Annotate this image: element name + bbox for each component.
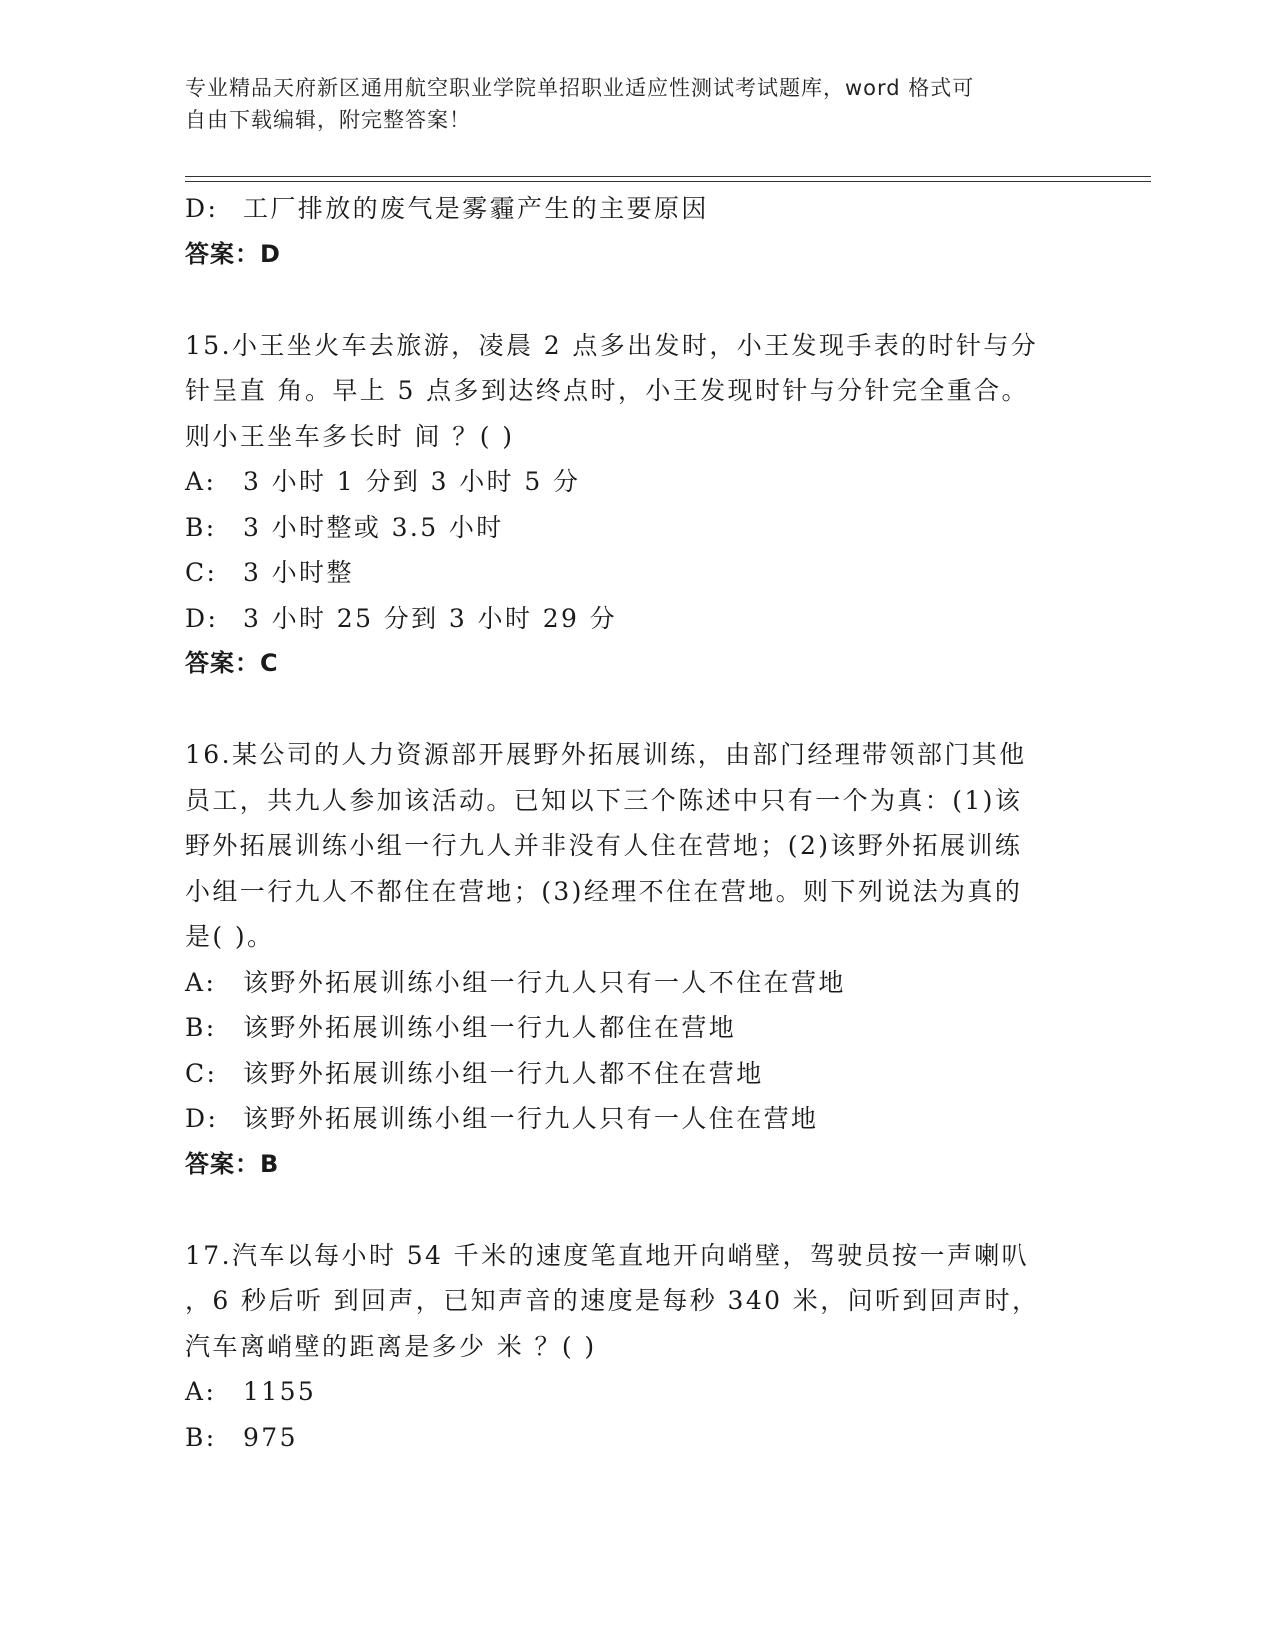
- option-text: 3 小时整: [243, 558, 354, 587]
- header-rule-bottom: [185, 181, 1151, 182]
- option-letter: C:: [185, 558, 218, 587]
- question-stem-line: 是( )。: [185, 922, 275, 951]
- question-stem-line: 野外拓展训练小组一行九人并非没有人住在营地；(2)该野外拓展训练: [185, 831, 1023, 860]
- option-a: [185, 960, 1085, 1006]
- option-b: [185, 505, 1085, 551]
- option-text: 该野外拓展训练小组一行九人只有一人不住在营地: [243, 967, 846, 997]
- question-17: [185, 1233, 1085, 1461]
- option-d: [185, 1096, 1085, 1142]
- option-letter: A:: [185, 467, 217, 496]
- option-text: 3 小时整或 3.5 小时: [243, 512, 504, 542]
- question-16: [185, 732, 1085, 1187]
- option-letter: D:: [185, 1104, 219, 1133]
- option-b: [185, 1005, 1085, 1051]
- question-stem-line: 针呈直 角。早上 5 点多到达终点时，小王发现时针与分针完全重合。: [185, 376, 1029, 405]
- option-a: [185, 1369, 1085, 1415]
- option-letter: D:: [185, 603, 219, 633]
- header-line-1: 专业精品天府新区通用航空职业学院单招职业适应性测试考试题库，word 格式可: [185, 76, 975, 100]
- option-letter: A:: [185, 1377, 217, 1406]
- answer-line: 答案：C: [185, 649, 279, 677]
- question-stem-line: ，6 秒后听 到回声，已知声音的速度是每秒 340 米，问听到回声时，: [185, 1286, 1040, 1315]
- header-line-2: 自由下载编辑，附完整答案！: [185, 108, 471, 132]
- option-text: 工厂排放的废气是雾霾产生的主要原因: [243, 194, 709, 223]
- question-15: [185, 323, 1085, 687]
- option-c: [185, 1051, 1085, 1097]
- option-text: 该野外拓展训练小组一行九人都不住在营地: [243, 1058, 764, 1088]
- question-stem-line: 员工，共九人参加该活动。已知以下三个陈述中只有一个为真：(1)该: [185, 785, 1023, 815]
- question-stem-line: 汽车离峭壁的距离是多少 米 ？( ): [185, 1331, 597, 1361]
- question-stem-line: 小组一行九人不都住在营地；(3)经理不住在营地。则下列说法为真的: [185, 876, 1023, 906]
- option-text: 该野外拓展训练小组一行九人只有一人住在营地: [243, 1104, 819, 1133]
- question-stem-line: 17.汽车以每小时 54 千米的速度笔直地开向峭壁，驾驶员按一声喇叭: [185, 1240, 1030, 1270]
- option-b: [185, 1415, 1085, 1461]
- option-text: 3 小时 25 分到 3 小时 29 分: [243, 603, 618, 633]
- option-letter: B:: [185, 1422, 217, 1452]
- option-text: 该野外拓展训练小组一行九人都住在营地: [243, 1013, 737, 1042]
- option-d: [185, 596, 1085, 642]
- page-header: [185, 72, 1065, 136]
- option-text: 975: [243, 1422, 298, 1452]
- option-letter: D:: [185, 194, 219, 223]
- answer-line: 答案：D: [185, 239, 281, 268]
- answer-line: 答案：B: [185, 1149, 280, 1178]
- question-stem-line: 则小王坐车多长时 间 ？( ): [185, 421, 515, 451]
- option-letter: B:: [185, 512, 217, 542]
- option-letter: C:: [185, 1058, 218, 1088]
- header-rule-top: [185, 176, 1151, 177]
- question-stem-line: 16.某公司的人力资源部开展野外拓展训练，由部门经理带领部门其他: [185, 740, 1027, 769]
- option-c: [185, 550, 1085, 596]
- option-a: [185, 459, 1085, 505]
- question-stem-line: 15.小王坐火车去旅游，凌晨 2 点多出发时，小王发现手表的时针与分: [185, 330, 1039, 360]
- document-body: [185, 186, 1085, 1460]
- option-letter: B:: [185, 1013, 217, 1042]
- option-text: 3 小时 1 分到 3 小时 5 分: [243, 467, 581, 496]
- option-letter: A:: [185, 967, 217, 997]
- option-d: [185, 186, 1085, 232]
- option-text: 1155: [243, 1377, 317, 1406]
